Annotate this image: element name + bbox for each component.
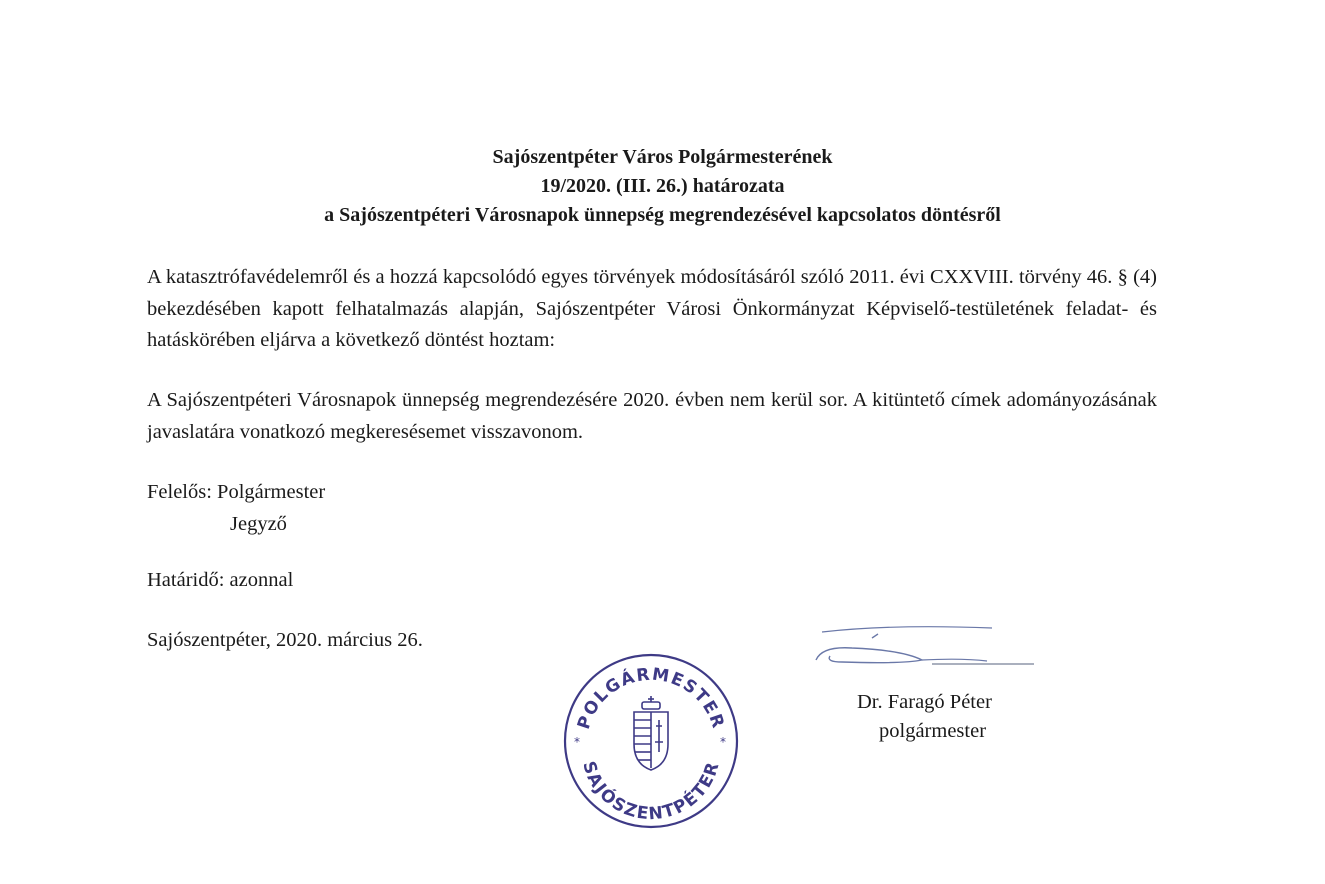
title-line-2: 19/2020. (III. 26.) határozata [540, 175, 785, 197]
svg-text:POLGÁRMESTER: POLGÁRMESTER [573, 664, 729, 732]
title-line-1: Sajószentpéter Város Polgármesterének [492, 146, 833, 168]
responsible-line: Felelős: Polgármester [147, 481, 326, 503]
handwritten-signature [812, 620, 1042, 680]
coat-of-arms-icon [634, 696, 668, 770]
svg-text:*: * [720, 735, 726, 749]
title-line-3: a Sajószentpéteri Városnapok ünnepség megrendezésével kapcsolatos döntésről [324, 204, 1001, 226]
deadline-line: Határidő: azonnal [147, 569, 294, 591]
paragraph-authority: A katasztrófavédelemről és a hozzá kapcsolódó egyes törvények módosításáról szóló 2011. évi CXXVIII. törvény 46. § (4) bekezdésében kapott felhatalmazás alapján, Sajószentpéter Városi Önkormányzat Képviselő-testületének feladat- és hatáskörében eljárva a következő döntést hoztam: [147, 266, 1157, 351]
signatory-title: polgármester [879, 720, 987, 742]
responsible-second: Jegyző [230, 513, 287, 535]
paragraph-decision: A Sajószentpéteri Városnapok ünnepség megrendezésére 2020. évben nem kerül sor. A kitüntető címek adományozásának javaslatára vonatkozó megkeresésemet visszavonom. [147, 389, 1157, 443]
svg-text:*: * [574, 735, 580, 749]
signatory-name: Dr. Faragó Péter [857, 691, 992, 713]
svg-text:SAJÓSZENTPÉTER: SAJÓSZENTPÉTER [578, 758, 724, 825]
official-stamp [562, 652, 740, 830]
place-date: Sajószentpéter, 2020. március 26. [147, 629, 423, 651]
